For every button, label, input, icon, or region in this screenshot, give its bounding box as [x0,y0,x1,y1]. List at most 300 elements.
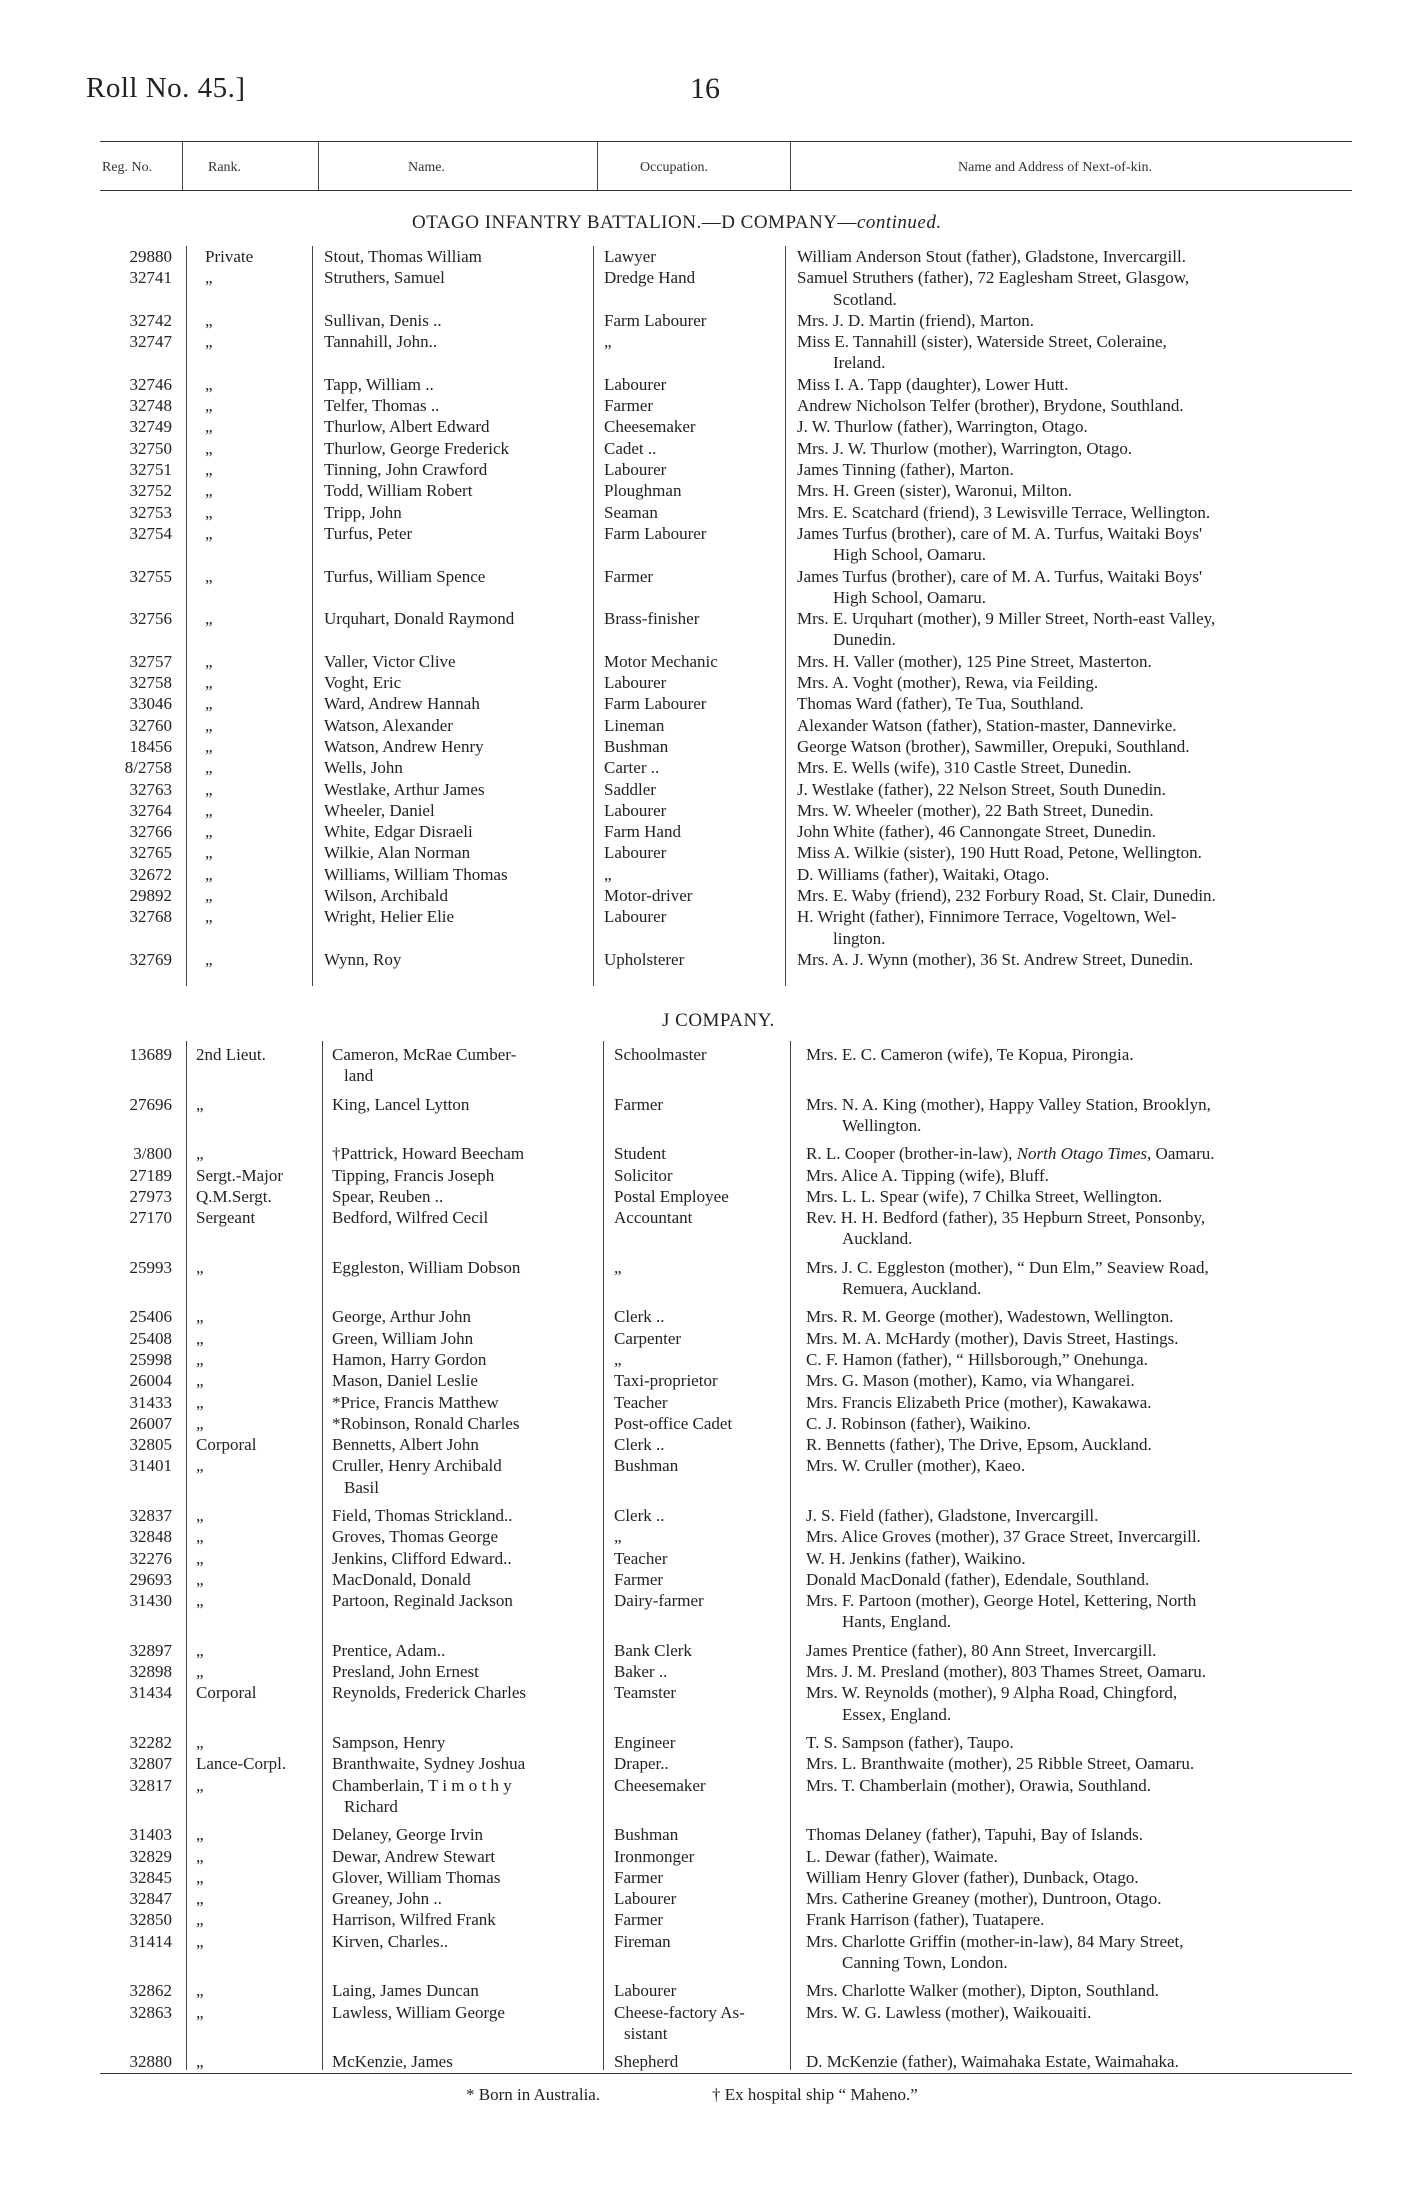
soldier-name: Eggleston, William Dobson [332,1257,521,1277]
next-of-kin: H. Wright (father), Finnimore Terrace, Vogeltown, Wel- [797,907,1177,927]
rank: „ [196,1981,204,2001]
occupation: Baker .. [614,1662,668,1682]
roll-header: Roll No. 45.] [86,72,246,104]
occupation: Clerk .. [614,1506,665,1525]
rank: „ [205,800,213,820]
table-row [0,566,1427,609]
reg-number: 33046 [129,694,172,714]
table-row [0,757,1427,778]
occupation: „ [614,1257,622,1277]
soldier-name: Struthers, Samuel [324,268,445,288]
next-of-kin: High School, Oamaru. [833,545,986,565]
next-of-kin: Dunedin. [833,630,896,650]
soldier-name: Dewar, Andrew Stewart [332,1846,496,1866]
reg-number: 25406 [129,1307,172,1327]
table-row [0,1526,1427,1547]
next-of-kin: Wellington. [842,1115,922,1135]
rank: „ [205,481,213,501]
table-row [0,1888,1427,1909]
occupation: Labourer [604,374,667,394]
soldier-name: Lawless, William George [332,2002,505,2022]
rank: „ [196,1413,204,1433]
rank: „ [205,460,213,479]
col-sep [597,141,598,190]
rank: „ [196,1846,204,1866]
soldier-name: Harrison, Wilfred Frank [332,1910,496,1930]
occupation: Cadet .. [604,438,657,458]
table-row [0,821,1427,842]
soldier-name: Wheeler, Daniel [324,800,435,820]
soldier-name: Ward, Andrew Hannah [324,694,480,714]
reg-number: 27189 [129,1165,172,1185]
next-of-kin: Mrs. R. M. George (mother), Wadestown, Wellington. [806,1307,1174,1327]
reg-number: 32747 [129,332,172,352]
soldier-name: Wells, John [324,758,403,778]
rank: „ [205,736,213,756]
rank: „ [196,1392,204,1412]
reg-number: 32850 [129,1910,172,1930]
next-of-kin: W. H. Jenkins (father), Waikino. [806,1548,1026,1568]
occupation: Teacher [614,1392,668,1412]
reg-number: 32768 [129,907,172,927]
bottom-rule [100,2073,1352,2074]
next-of-kin: Scotland. [833,289,897,309]
reg-number: 25993 [129,1257,172,1277]
rank: „ [196,1569,204,1589]
soldier-name: Basil [344,1477,379,1497]
reg-number: 32898 [129,1662,172,1682]
next-of-kin: Miss I. A. Tapp (daughter), Lower Hutt. [797,374,1069,394]
next-of-kin: William Henry Glover (father), Dunback, Otago. [806,1867,1139,1887]
table-row [0,1207,1427,1250]
soldier-name: Watson, Andrew Henry [324,736,484,756]
rank: „ [205,907,213,927]
table-row [0,800,1427,821]
reg-number: 31430 [129,1591,172,1611]
soldier-name: Groves, Thomas George [332,1527,499,1547]
table-row [0,2002,1427,2045]
next-of-kin: C. J. Robinson (father), Waikino. [806,1413,1031,1433]
next-of-kin: Mrs. E. Scatchard (friend), 3 Lewisville Terrace, Wellington. [797,502,1211,522]
table-row [0,395,1427,416]
next-of-kin: Mrs. Francis Elizabeth Price (mother), Kawakawa. [806,1392,1152,1412]
footnote-hospital-ship: † Ex hospital ship “ Maheno.” [712,2085,918,2104]
next-of-kin: D. Williams (father), Waitaki, Otago. [797,864,1050,884]
next-of-kin: Remuera, Auckland. [842,1278,982,1298]
reg-number: 32276 [129,1548,172,1568]
table-row [0,842,1427,863]
rank: „ [196,1775,204,1795]
next-of-kin: Mrs. Catherine Greaney (mother), Duntroon, Otago. [806,1889,1162,1909]
rank: Private [205,247,254,266]
next-of-kin: William Anderson Stout (father), Gladstone, Invercargill. [797,247,1186,266]
reg-number: 29880 [129,247,172,266]
rank: „ [196,1867,204,1887]
table-row [0,1186,1427,1207]
rank: „ [196,1931,204,1951]
reg-number: 32748 [129,396,172,416]
rank: Corporal [196,1683,257,1703]
occupation: Farm Labourer [604,694,707,714]
next-of-kin: Donald MacDonald (father), Edendale, Southland. [806,1569,1150,1589]
occupation: Post-office Cadet [614,1413,733,1433]
rank: „ [205,609,213,629]
next-of-kin: Mrs. E. Wells (wife), 310 Castle Street, Dunedin. [797,758,1132,778]
soldier-name: Thurlow, George Frederick [324,438,510,458]
occupation: Labourer [614,1981,677,2001]
rank: „ [205,332,213,352]
next-of-kin: Mrs. L. L. Spear (wife), 7 Chilka Street, Wellington. [806,1186,1163,1206]
occupation: Labourer [604,843,667,863]
reg-number: 29693 [129,1569,172,1589]
reg-number: 31434 [129,1683,172,1703]
soldier-name: Cameron, McRae Cumber- [332,1045,517,1064]
table-row [0,1548,1427,1569]
next-of-kin: J. W. Thurlow (father), Warrington, Otago. [797,417,1088,437]
rank: „ [205,566,213,586]
soldier-name: White, Edgar Disraeli [324,822,473,842]
rank: Sergt.-Major [196,1165,284,1185]
soldier-name: McKenzie, James [332,2052,453,2072]
occupation: Farm Labourer [604,523,707,543]
reg-number: 32758 [129,673,172,692]
next-of-kin: Frank Harrison (father), Tuatapere. [806,1910,1045,1930]
soldier-name: Chamberlain, T i m o t h y [332,1775,512,1795]
next-of-kin: Thomas Delaney (father), Tapuhi, Bay of Islands. [806,1825,1143,1845]
occupation: Clerk .. [614,1307,665,1327]
soldier-name: Watson, Alexander [324,715,453,735]
col-head-occupation: Occupation. [640,160,709,175]
next-of-kin: Andrew Nicholson Telfer (brother), Brydone, Southland. [797,396,1184,416]
occupation: Shepherd [614,2052,679,2072]
table-row [0,1370,1427,1391]
table-row [0,1328,1427,1349]
rank: „ [196,1349,204,1369]
next-of-kin: Mrs. E. C. Cameron (wife), Te Kopua, Pirongia. [806,1045,1134,1064]
next-of-kin: Rev. H. H. Bedford (father), 35 Hepburn Street, Ponsonby, [806,1208,1206,1228]
reg-number: 32760 [129,715,172,735]
table-row [0,331,1427,374]
rank: „ [205,523,213,543]
next-of-kin: Mrs. E. Waby (friend), 232 Forbury Road, St. Clair, Dunedin. [797,886,1216,905]
soldier-name: Tannahill, John.. [324,332,438,352]
reg-number: 3/800 [133,1144,172,1164]
reg-number: 25408 [129,1328,172,1348]
reg-number: 18456 [129,736,172,756]
rank: „ [196,1910,204,1930]
rank: „ [205,310,213,330]
occupation: Engineer [614,1733,676,1752]
next-of-kin: George Watson (brother), Sawmiller, Orepuki, Southland. [797,736,1190,756]
col-sep [318,141,319,190]
next-of-kin: Mrs. A. J. Wynn (mother), 36 St. Andrew Street, Dunedin. [797,949,1194,969]
next-of-kin: Essex, England. [842,1704,952,1724]
reg-number: 32742 [129,310,172,330]
occupation: Lawyer [604,247,656,266]
occupation: „ [604,332,612,352]
occupation: Cheesemaker [614,1775,706,1795]
reg-number: 26004 [129,1371,172,1391]
reg-number: 27170 [129,1208,172,1228]
rank: „ [196,1328,204,1348]
occupation: Dairy-farmer [614,1591,704,1611]
occupation: Accountant [614,1208,693,1228]
occupation: Farm Hand [604,822,681,842]
reg-number: 32764 [129,800,172,820]
reg-number: 25998 [129,1349,172,1369]
soldier-name: Greaney, John .. [332,1889,442,1909]
soldier-name: Presland, John Ernest [332,1662,479,1682]
rank: „ [196,1527,204,1547]
soldier-name: Tapp, William .. [324,374,434,394]
reg-number: 32880 [129,2052,172,2072]
rank: „ [196,1257,204,1277]
soldier-name: †Pattrick, Howard Beecham [332,1144,525,1164]
next-of-kin: James Turfus (brother), care of M. A. Turfus, Waitaki Boys' [797,566,1203,586]
soldier-name: Spear, Reuben .. [332,1186,444,1206]
rank: Q.M.Sergt. [196,1186,272,1206]
occupation: Farmer [614,1094,664,1114]
rank: „ [196,1371,204,1391]
next-of-kin: Miss A. Wilkie (sister), 190 Hutt Road, Petone, Wellington. [797,843,1202,863]
next-of-kin: Alexander Watson (father), Station-master, Dannevirke. [797,715,1177,735]
soldier-name: Stout, Thomas William [324,247,482,266]
reg-number: 13689 [129,1045,172,1064]
table-row [0,1753,1427,1774]
rank: „ [196,2052,204,2072]
occupation: Labourer [604,460,667,479]
table-row [0,651,1427,672]
occupation: Draper.. [614,1754,669,1774]
table-row [0,2051,1427,2072]
table-row [0,736,1427,757]
reg-number: 32752 [129,481,172,501]
occupation: Schoolmaster [614,1045,707,1064]
occupation: Cheesemaker [604,417,696,437]
next-of-kin: Thomas Ward (father), Te Tua, Southland. [797,694,1084,714]
reg-number: 32750 [129,438,172,458]
col-sep [182,141,183,190]
next-of-kin: Samuel Struthers (father), 72 Eaglesham Street, Glasgow, [797,268,1190,288]
soldier-name: Turfus, William Spence [324,566,486,586]
occupation: Postal Employee [614,1186,729,1206]
rank: „ [196,1548,204,1568]
table-row [0,523,1427,566]
occupation: Labourer [604,800,667,820]
rank: „ [196,1640,204,1660]
rank: „ [196,2002,204,2022]
next-of-kin: James Prentice (father), 80 Ann Street, Invercargill. [806,1640,1157,1660]
occupation: Ironmonger [614,1846,695,1866]
occupation: Motor Mechanic [604,651,718,671]
table-row [0,1775,1427,1818]
page-number: 16 [690,72,720,105]
occupation: „ [614,1349,622,1369]
next-of-kin: Mrs. W. G. Lawless (mother), Waikouaiti. [806,2002,1092,2022]
next-of-kin: T. S. Sampson (father), Taupo. [806,1733,1014,1752]
occupation: Labourer [604,907,667,927]
occupation: Bank Clerk [614,1640,692,1660]
next-of-kin: James Turfus (brother), care of M. A. Turfus, Waitaki Boys' [797,523,1203,543]
occupation: Farmer [614,1867,664,1887]
next-of-kin: Mrs. J. C. Eggleston (mother), “ Dun Elm,” Seaview Road, [806,1257,1209,1277]
reg-number: 32863 [129,2002,172,2022]
occupation: Ploughman [604,481,682,501]
next-of-kin: L. Dewar (father), Waimate. [806,1846,998,1866]
next-of-kin: John White (father), 46 Cannongate Street, Dunedin. [797,822,1156,842]
next-of-kin: Mrs. M. A. McHardy (mother), Davis Street, Hastings. [806,1328,1179,1348]
rank: „ [196,1591,204,1611]
next-of-kin: Ireland. [833,353,886,373]
rank: „ [205,886,213,905]
table-row [0,1661,1427,1682]
table-row [0,1434,1427,1455]
soldier-name: Laing, James Duncan [332,1981,479,2001]
rank: „ [205,694,213,714]
rank: „ [205,396,213,416]
soldier-name: *Robinson, Ronald Charles [332,1413,520,1433]
occupation: Labourer [614,1889,677,1909]
rank: „ [196,1094,204,1114]
soldier-name: Wilson, Archibald [324,886,448,905]
occupation: Motor-driver [604,886,693,905]
footnote-born-australia: * Born in Australia. [466,2085,601,2104]
table-row [0,374,1427,395]
soldier-name: Urquhart, Donald Raymond [324,609,515,629]
soldier-name: Westlake, Arthur James [324,779,485,799]
rank: „ [205,374,213,394]
rank: „ [205,673,213,692]
soldier-name: Sullivan, Denis .. [324,310,442,330]
occupation: Seaman [604,502,658,522]
reg-number: 32753 [129,502,172,522]
rank: „ [196,1733,204,1752]
next-of-kin: Mrs. Charlotte Griffin (mother-in-law), 84 Mary Street, [806,1931,1184,1951]
next-of-kin: Mrs. W. Wheeler (mother), 22 Bath Street, Dunedin. [797,800,1154,820]
occupation: Lineman [604,715,665,735]
occupation: Farmer [604,566,654,586]
next-of-kin: Mrs. J. M. Presland (mother), 803 Thames Street, Oamaru. [806,1662,1207,1682]
reg-number: 32741 [129,268,172,288]
rank: „ [205,864,213,884]
reg-number: 32751 [129,460,172,479]
next-of-kin: R. Bennetts (father), The Drive, Epsom, Auckland. [806,1435,1152,1455]
reg-number: 32769 [129,949,172,969]
occupation: sistant [624,2023,668,2043]
rank: „ [196,1307,204,1327]
next-of-kin: C. F. Hamon (father), “ Hillsborough,” Onehunga. [806,1349,1148,1369]
table-row [0,1640,1427,1661]
table-row [0,1931,1427,1974]
reg-number: 32765 [129,843,172,863]
soldier-name: Green, William John [332,1328,474,1348]
reg-number: 31401 [129,1456,172,1476]
next-of-kin: Canning Town, London. [842,1952,1008,1972]
soldier-name: Partoon, Reginald Jackson [332,1591,513,1611]
occupation: Solicitor [614,1165,673,1185]
next-of-kin: Hants, England. [842,1612,952,1632]
reg-number: 32282 [129,1733,172,1752]
occupation: Farm Labourer [604,310,707,330]
top-rule [100,141,1352,142]
table-row [0,438,1427,459]
table-row [0,672,1427,693]
soldier-name: Reynolds, Frederick Charles [332,1683,527,1703]
table-row [0,864,1427,885]
rank: „ [205,438,213,458]
table-row [0,1044,1427,1087]
reg-number: 32672 [129,864,172,884]
soldier-name: Jenkins, Clifford Edward.. [332,1548,512,1568]
next-of-kin: Mrs. A. Voght (mother), Rewa, via Feilding. [797,673,1099,692]
occupation: Clerk .. [614,1435,665,1455]
next-of-kin: Mrs. J. W. Thurlow (mother), Warrington, Otago. [797,438,1133,458]
table-row [0,267,1427,310]
soldier-name: Turfus, Peter [324,523,413,543]
table-row [0,1392,1427,1413]
soldier-name: Sampson, Henry [332,1733,446,1752]
occupation: „ [604,864,612,884]
section-title-italic: continued. [856,212,942,233]
reg-number: 31433 [129,1392,172,1412]
table-row [0,1980,1427,2001]
section-title-text: OTAGO INFANTRY BATTALION.—D COMPANY— [412,212,857,233]
col-sep [790,141,791,190]
next-of-kin: Miss E. Tannahill (sister), Waterside Street, Coleraine, [797,332,1167,352]
reg-number: 32756 [129,609,172,629]
rank: „ [205,715,213,735]
soldier-name: Glover, William Thomas [332,1867,501,1887]
table-row [0,1257,1427,1300]
table-row [0,1413,1427,1434]
soldier-name: *Price, Francis Matthew [332,1392,499,1412]
occupation: Labourer [604,673,667,692]
occupation: Farmer [604,396,654,416]
next-of-kin: Mrs. G. Mason (mother), Kamo, via Whangarei. [806,1371,1135,1391]
reg-number: 29892 [129,886,172,905]
soldier-name: George, Arthur John [332,1307,471,1327]
next-of-kin: High School, Oamaru. [833,587,986,607]
rank: „ [205,822,213,842]
next-of-kin: Mrs. H. Valler (mother), 125 Pine Street, Masterton. [797,651,1152,671]
reg-number: 32755 [129,566,172,586]
occupation: Farmer [614,1910,664,1930]
table-row [0,608,1427,651]
rank: „ [196,1456,204,1476]
rank: „ [205,502,213,522]
soldier-name: Bennetts, Albert John [332,1435,479,1455]
reg-number: 32862 [129,1981,172,2001]
next-of-kin: R. L. Cooper (brother-in-law), North Otago Times, Oamaru. [806,1144,1215,1164]
table-row [0,416,1427,437]
table-row [0,1165,1427,1186]
soldier-name: Voght, Eric [324,673,402,692]
soldier-name: Cruller, Henry Archibald [332,1456,502,1476]
soldier-name: land [344,1066,374,1086]
occupation: „ [614,1527,622,1547]
table-row [0,459,1427,480]
occupation: Farmer [614,1569,664,1589]
reg-number: 32837 [129,1506,172,1525]
soldier-name: Wright, Helier Elie [324,907,455,927]
reg-number: 27696 [129,1094,172,1114]
next-of-kin: D. McKenzie (father), Waimahaka Estate, Waimahaka. [806,2052,1179,2072]
next-of-kin: Mrs. N. A. King (mother), Happy Valley Station, Brooklyn, [806,1094,1211,1114]
next-of-kin: Auckland. [842,1229,913,1249]
section-title-j-company: J COMPANY. [662,1010,775,1031]
table-row [0,906,1427,949]
occupation: Bushman [604,736,669,756]
